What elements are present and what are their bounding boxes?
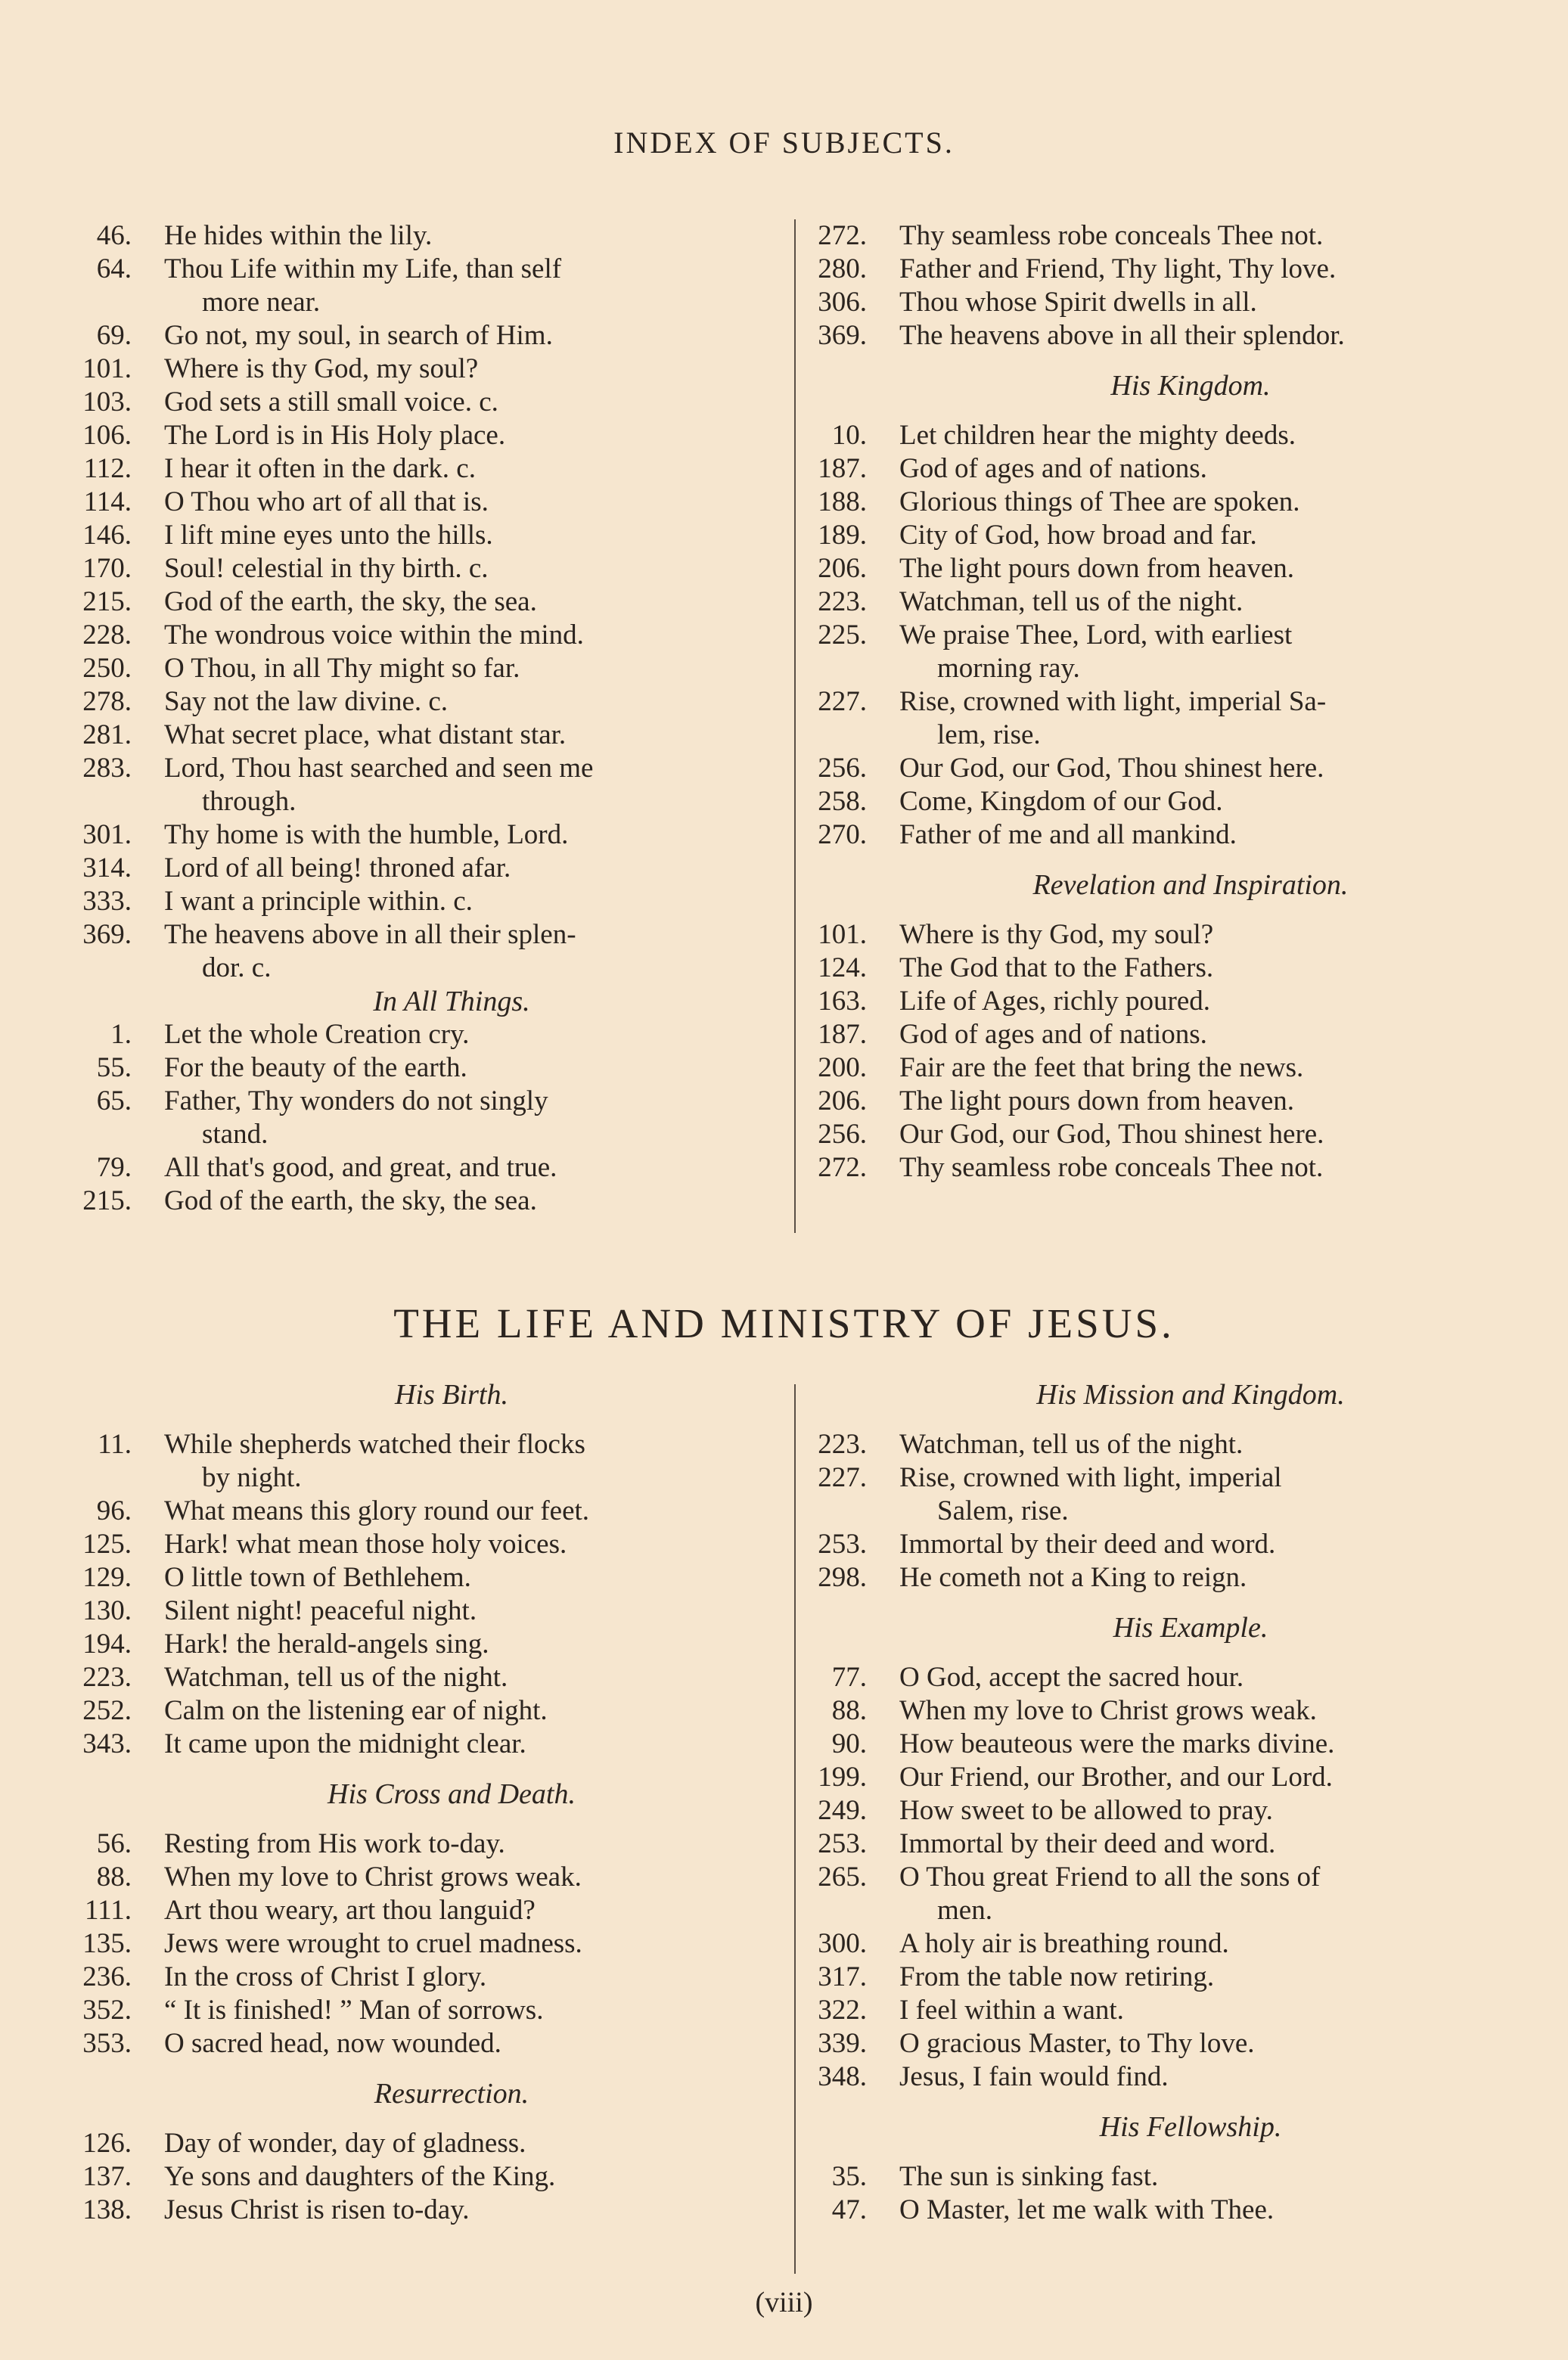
hymn-number: 280. — [818, 253, 867, 284]
hymn-number: 215. — [82, 586, 132, 617]
hymn-title: The sun is sinking fast. — [899, 2161, 1159, 2192]
hymn-title: We praise Thee, Lord, with earliest — [899, 620, 1293, 651]
index-entry — [805, 253, 1531, 286]
hymn-title: Go not, my soul, in search of Him. — [164, 320, 553, 351]
hymn-number: 188. — [818, 486, 867, 517]
hymn-number: 65. — [96, 1085, 132, 1116]
hymn-number: 114. — [83, 486, 132, 517]
hymn-number: 35. — [831, 2161, 867, 2192]
hymn-title: The wondrous voice within the mind. — [164, 620, 584, 651]
spacer — [70, 2060, 788, 2077]
hymn-title: All that's good, and great, and true. — [164, 1152, 557, 1183]
index-entry — [805, 585, 1531, 619]
column-divider-top — [794, 219, 796, 1233]
hymn-title: O Thou who art of all that is. — [164, 486, 489, 517]
index-entry — [805, 1994, 1531, 2027]
hymn-number: 130. — [82, 1595, 132, 1626]
hymn-title: Say not the law divine. c. — [164, 686, 449, 717]
hymn-title-continuation: morning ray. — [937, 653, 1080, 684]
subsection-heading: His Example. — [1113, 1612, 1268, 1644]
index-entry — [805, 486, 1531, 519]
hymn-title: O gracious Master, to Thy love. — [899, 2028, 1255, 2059]
hymn-number: 223. — [818, 586, 867, 617]
hymn-title: Our God, our God, Thou shinest here. — [899, 753, 1324, 784]
index-entry — [805, 319, 1531, 352]
index-entry — [805, 219, 1531, 253]
hymn-number: 56. — [96, 1828, 132, 1859]
hymn-title: The heavens above in all their splendor. — [899, 320, 1345, 351]
hymn-title-continuation: through. — [202, 786, 297, 817]
hymn-title: Art thou weary, art thou languid? — [164, 1895, 536, 1926]
hymn-title: The God that to the Fathers. — [899, 952, 1214, 983]
spacer — [805, 352, 1531, 369]
hymn-title: Thou whose Spirit dwells in all. — [899, 287, 1257, 318]
hymn-number: 194. — [82, 1629, 132, 1660]
hymn-number: 135. — [82, 1928, 132, 1959]
hymn-title-continuation: men. — [937, 1895, 992, 1926]
hymn-number: 1. — [110, 1019, 132, 1050]
index-entry — [70, 253, 788, 319]
bottom-right-column — [805, 1378, 1531, 2227]
hymn-title-continuation: by night. — [202, 1462, 302, 1493]
hymn-number: 228. — [82, 620, 132, 651]
top-right-column — [805, 219, 1531, 1185]
hymn-title: Father and Friend, Thy light, Thy love. — [899, 253, 1337, 284]
index-entry — [70, 1428, 788, 1495]
hymn-number: 343. — [82, 1728, 132, 1759]
hymn-title: For the beauty of the earth. — [164, 1052, 467, 1083]
index-entry — [805, 1428, 1531, 1461]
index-entry — [805, 1018, 1531, 1051]
hymn-number: 333. — [82, 886, 132, 917]
index-entry — [70, 2160, 788, 2194]
hymn-number: 225. — [818, 620, 867, 651]
hymn-number: 223. — [818, 1429, 867, 1460]
hymn-title: When my love to Christ grows weak. — [164, 1862, 582, 1893]
hymn-number: 252. — [82, 1695, 132, 1726]
hymn-title: From the table now retiring. — [899, 1961, 1215, 1992]
index-entry — [805, 2027, 1531, 2060]
index-entry — [70, 685, 788, 719]
hymn-title-continuation: stand. — [202, 1119, 269, 1150]
hymn-title: O God, accept the sacred hour. — [899, 1662, 1244, 1693]
index-entry — [805, 2160, 1531, 2194]
hymn-number: 301. — [82, 819, 132, 850]
hymn-title: O Master, let me walk with Thee. — [899, 2194, 1275, 2225]
hymn-number: 256. — [818, 1119, 867, 1150]
hymn-number: 106. — [82, 420, 132, 451]
index-entry — [70, 818, 788, 852]
hymn-title: God sets a still small voice. c. — [164, 387, 498, 418]
index-entry — [70, 1561, 788, 1595]
spacer — [70, 1811, 788, 1827]
index-entry — [805, 2194, 1531, 2227]
hymn-number: 352. — [82, 1995, 132, 2026]
subsection-heading: His Kingdom. — [1110, 370, 1271, 402]
hymn-title: He cometh not a King to reign. — [899, 1562, 1247, 1593]
index-entry — [805, 286, 1531, 319]
hymn-number: 46. — [96, 220, 132, 251]
spacer — [70, 1761, 788, 1778]
hymn-title: How sweet to be allowed to pray. — [899, 1795, 1273, 1826]
subsection-heading: Resurrection. — [374, 2078, 529, 2110]
hymn-number: 187. — [818, 453, 867, 484]
hymn-title: Jesus, I fain would find. — [899, 2061, 1169, 2092]
hymn-number: 189. — [818, 520, 867, 551]
hymn-number: 236. — [82, 1961, 132, 1992]
hymn-title: Hark! what mean those holy voices. — [164, 1529, 567, 1560]
hymn-title: Soul! celestial in thy birth. c. — [164, 553, 489, 584]
hymn-title: God of ages and of nations. — [899, 1019, 1207, 1050]
hymn-title: “ It is finished! ” Man of sorrows. — [164, 1995, 544, 2026]
index-entry — [70, 1085, 788, 1151]
hymn-title: I hear it often in the dark. c. — [164, 453, 476, 484]
index-entry — [70, 452, 788, 486]
column-divider-bottom — [794, 1384, 796, 2274]
spacer — [805, 1411, 1531, 1428]
hymn-title: How beauteous were the marks divine. — [899, 1728, 1335, 1759]
subsection-heading: His Birth. — [395, 1379, 508, 1411]
subsection-heading: His Mission and Kingdom. — [1036, 1379, 1345, 1411]
index-entry — [70, 1185, 788, 1218]
hymn-number: 88. — [96, 1862, 132, 1893]
index-entry — [70, 319, 788, 352]
hymn-number: 272. — [818, 220, 867, 251]
index-entry — [805, 1761, 1531, 1794]
index-entry — [805, 452, 1531, 486]
index-entry — [805, 1118, 1531, 1151]
hymn-number: 317. — [818, 1961, 867, 1992]
index-entry — [70, 918, 788, 985]
hymn-title: It came upon the midnight clear. — [164, 1728, 526, 1759]
hymn-number: 77. — [831, 1662, 867, 1693]
index-entry — [805, 752, 1531, 785]
hymn-number: 138. — [82, 2194, 132, 2225]
hymn-number: 200. — [818, 1052, 867, 1083]
hymn-number: 256. — [818, 753, 867, 784]
index-entry — [805, 1927, 1531, 1961]
index-entry — [70, 1628, 788, 1661]
hymn-title: God of ages and of nations. — [899, 453, 1207, 484]
subsection-heading: His Cross and Death. — [328, 1778, 576, 1810]
hymn-title: Let the whole Creation cry. — [164, 1019, 470, 1050]
hymn-title: Rise, crowned with light, imperial — [899, 1462, 1282, 1493]
hymn-number: 187. — [818, 1019, 867, 1050]
hymn-number: 112. — [83, 453, 132, 484]
hymn-number: 124. — [818, 952, 867, 983]
index-entry — [805, 1051, 1531, 1085]
hymn-number: 227. — [818, 686, 867, 717]
hymn-number: 270. — [818, 819, 867, 850]
hymn-number: 79. — [96, 1152, 132, 1183]
index-entry — [805, 2060, 1531, 2094]
hymn-number: 253. — [818, 1828, 867, 1859]
hymn-title: The light pours down from heaven. — [899, 553, 1294, 584]
hymn-title: In the cross of Christ I glory. — [164, 1961, 487, 1992]
hymn-number: 369. — [818, 320, 867, 351]
top-left-column — [70, 219, 788, 1218]
index-entry — [70, 652, 788, 685]
index-entry — [70, 386, 788, 419]
hymn-number: 281. — [82, 719, 132, 750]
hymn-number: 265. — [818, 1862, 867, 1893]
index-entry — [805, 685, 1531, 752]
index-entry — [70, 1495, 788, 1528]
index-entry — [805, 918, 1531, 952]
hymn-title: I want a principle within. c. — [164, 886, 473, 917]
hymn-title: Thy seamless robe conceals Thee not. — [899, 220, 1324, 251]
hymn-title: O little town of Bethlehem. — [164, 1562, 471, 1593]
index-entry — [805, 1085, 1531, 1118]
index-entry — [70, 885, 788, 918]
spacer — [805, 902, 1531, 918]
hymn-number: 101. — [818, 919, 867, 950]
hymn-title: Silent night! peaceful night. — [164, 1595, 477, 1626]
index-entry — [805, 785, 1531, 818]
hymn-number: 64. — [96, 253, 132, 284]
spacer — [805, 402, 1531, 419]
hymn-title: Glorious things of Thee are spoken. — [899, 486, 1300, 517]
hymn-number: 215. — [82, 1185, 132, 1216]
hymn-title: Watchman, tell us of the night. — [164, 1662, 508, 1693]
index-entry — [70, 1728, 788, 1761]
index-entry — [70, 2194, 788, 2227]
hymn-number: 170. — [82, 553, 132, 584]
hymn-title: Our God, our God, Thou shinest here. — [899, 1119, 1324, 1150]
hymn-title: Father of me and all mankind. — [899, 819, 1237, 850]
hymn-title: Lord of all being! throned afar. — [164, 852, 511, 883]
hymn-title: I feel within a want. — [899, 1995, 1124, 2026]
hymn-number: 322. — [818, 1995, 867, 2026]
subsection-heading: Revelation and Inspiration. — [1032, 869, 1349, 901]
hymn-title: Day of wonder, day of gladness. — [164, 2128, 526, 2159]
hymn-title: Immortal by their deed and word. — [899, 1828, 1276, 1859]
hymn-number: 101. — [82, 353, 132, 384]
hymn-title: The light pours down from heaven. — [899, 1085, 1294, 1116]
hymn-title: God of the earth, the sky, the sea. — [164, 1185, 537, 1216]
index-entry — [70, 486, 788, 519]
index-entry — [70, 2027, 788, 2060]
hymn-number: 11. — [98, 1429, 132, 1460]
hymn-number: 258. — [818, 786, 867, 817]
spacer — [805, 1595, 1531, 1611]
index-entry — [70, 1018, 788, 1051]
hymn-title: City of God, how broad and far. — [899, 520, 1257, 551]
index-entry — [805, 1728, 1531, 1761]
hymn-number: 339. — [818, 2028, 867, 2059]
index-entry — [70, 519, 788, 552]
hymn-title: Where is thy God, my soul? — [899, 919, 1214, 950]
index-entry — [70, 2127, 788, 2160]
index-entry — [70, 1827, 788, 1861]
hymn-number: 253. — [818, 1529, 867, 1560]
hymn-number: 163. — [818, 986, 867, 1017]
index-entry — [805, 1694, 1531, 1728]
hymn-title: Lord, Thou hast searched and seen me — [164, 753, 594, 784]
index-entry — [805, 519, 1531, 552]
index-entry — [70, 752, 788, 818]
hymn-title: Life of Ages, richly poured. — [899, 986, 1210, 1017]
hymn-number: 223. — [82, 1662, 132, 1693]
hymn-title-continuation: Salem, rise. — [937, 1495, 1069, 1526]
hymn-title: Fair are the feet that bring the news. — [899, 1052, 1304, 1083]
hymn-number: 249. — [818, 1795, 867, 1826]
hymn-number: 129. — [82, 1562, 132, 1593]
index-entry — [805, 552, 1531, 585]
index-entry — [70, 352, 788, 386]
page-number: (viii) — [755, 2287, 813, 2318]
index-entry — [70, 1151, 788, 1185]
bottom-left-column — [70, 1378, 788, 2227]
index-entry — [805, 952, 1531, 985]
hymn-title: Father, Thy wonders do not singly — [164, 1085, 548, 1116]
index-entry — [805, 1827, 1531, 1861]
hymn-title-continuation: dor. c. — [202, 952, 272, 983]
hymn-title: While shepherds watched their flocks — [164, 1429, 585, 1460]
hymn-number: 55. — [96, 1052, 132, 1083]
index-entry — [70, 419, 788, 452]
hymn-title: O Thou, in all Thy might so far. — [164, 653, 520, 684]
spacer — [70, 1411, 788, 1428]
index-entry — [805, 985, 1531, 1018]
hymn-title: Come, Kingdom of our God. — [899, 786, 1223, 817]
hymn-title: What secret place, what distant star. — [164, 719, 567, 750]
index-entry — [805, 1794, 1531, 1827]
section-title: THE LIFE AND MINISTRY OF JESUS. — [393, 1300, 1175, 1346]
hymn-number: 125. — [82, 1529, 132, 1560]
hymn-number: 96. — [96, 1495, 132, 1526]
hymn-number: 272. — [818, 1152, 867, 1183]
hymn-number: 298. — [818, 1562, 867, 1593]
hymn-number: 278. — [82, 686, 132, 717]
hymn-number: 199. — [818, 1762, 867, 1793]
subsection-heading: In All Things. — [373, 986, 530, 1017]
hymn-number: 206. — [818, 1085, 867, 1116]
index-entry — [805, 1461, 1531, 1528]
index-entry — [70, 585, 788, 619]
hymn-title: Let children hear the mighty deeds. — [899, 420, 1296, 451]
hymn-title: The heavens above in all their splen- — [164, 919, 576, 950]
hymn-title: O sacred head, now wounded. — [164, 2028, 501, 2059]
index-entry — [805, 1561, 1531, 1595]
index-entry — [70, 1694, 788, 1728]
index-entry — [70, 1894, 788, 1927]
hymn-number: 314. — [82, 852, 132, 883]
hymn-number: 206. — [818, 553, 867, 584]
hymn-number: 146. — [82, 520, 132, 551]
index-entry — [70, 1051, 788, 1085]
hymn-title: Jews were wrought to cruel madness. — [164, 1928, 582, 1959]
hymn-title: Rise, crowned with light, imperial Sa- — [899, 686, 1327, 717]
index-entry — [805, 1528, 1531, 1561]
index-entry — [70, 1861, 788, 1894]
index-entry — [70, 619, 788, 652]
hymn-number: 111. — [84, 1895, 132, 1926]
hymn-title: Ye sons and daughters of the King. — [164, 2161, 556, 2192]
hymn-title: Immortal by their deed and word. — [899, 1529, 1276, 1560]
hymn-title: Watchman, tell us of the night. — [899, 586, 1244, 617]
hymn-number: 250. — [82, 653, 132, 684]
hymn-title: A holy air is breathing round. — [899, 1928, 1229, 1959]
hymn-title-continuation: more near. — [202, 287, 321, 318]
index-entry — [70, 1961, 788, 1994]
index-entry — [70, 1994, 788, 2027]
hymn-number: 306. — [818, 287, 867, 318]
hymn-number: 103. — [82, 387, 132, 418]
hymn-title-continuation: lem, rise. — [937, 719, 1041, 750]
index-entry — [805, 619, 1531, 685]
spacer — [805, 2144, 1531, 2160]
hymn-number: 227. — [818, 1462, 867, 1493]
hymn-number: 137. — [82, 2161, 132, 2192]
hymn-number: 10. — [831, 420, 867, 451]
hymn-title: The Lord is in His Holy place. — [164, 420, 506, 451]
hymn-title: Thy seamless robe conceals Thee not. — [899, 1152, 1324, 1183]
hymn-title: Hark! the herald-angels sing. — [164, 1629, 489, 1660]
hymn-number: 69. — [96, 320, 132, 351]
hymn-title: God of the earth, the sky, the sea. — [164, 586, 537, 617]
index-entry — [805, 818, 1531, 852]
index-entry — [805, 419, 1531, 452]
hymn-number: 369. — [82, 919, 132, 950]
hymn-title: Calm on the listening ear of night. — [164, 1695, 548, 1726]
hymn-number: 283. — [82, 753, 132, 784]
hymn-title: He hides within the lily. — [164, 220, 433, 251]
hymn-title: Thou Life within my Life, than self — [164, 253, 562, 284]
hymn-title: Our Friend, our Brother, and our Lord. — [899, 1762, 1333, 1793]
index-entry — [805, 1151, 1531, 1185]
hymn-title: O Thou great Friend to all the sons of — [899, 1862, 1321, 1893]
index-entry — [805, 1861, 1531, 1927]
index-entry — [70, 1661, 788, 1694]
hymn-title: I lift mine eyes unto the hills. — [164, 520, 493, 551]
hymn-number: 88. — [831, 1695, 867, 1726]
index-entry — [70, 719, 788, 752]
spacer — [805, 852, 1531, 868]
hymn-title: What means this glory round our feet. — [164, 1495, 590, 1526]
hymn-number: 348. — [818, 2061, 867, 2092]
hymn-number: 353. — [82, 2028, 132, 2059]
index-entry — [70, 552, 788, 585]
index-entry — [70, 1927, 788, 1961]
spacer — [805, 1644, 1531, 1661]
hymn-number: 90. — [831, 1728, 867, 1759]
hymn-title: Jesus Christ is risen to-day. — [164, 2194, 470, 2225]
index-entry — [70, 852, 788, 885]
hymn-title: Thy home is with the humble, Lord. — [164, 819, 569, 850]
hymn-title: Resting from His work to-day. — [164, 1828, 505, 1859]
index-entry — [805, 1961, 1531, 1994]
page-header: INDEX OF SUBJECTS. — [613, 126, 955, 160]
hymn-title: Where is thy God, my soul? — [164, 353, 479, 384]
index-entry — [805, 1661, 1531, 1694]
index-entry — [70, 1595, 788, 1628]
index-entry — [70, 219, 788, 253]
hymn-title: When my love to Christ grows weak. — [899, 1695, 1317, 1726]
index-entry — [70, 1528, 788, 1561]
hymn-title: Watchman, tell us of the night. — [899, 1429, 1244, 1460]
spacer — [805, 2094, 1531, 2110]
subsection-heading: His Fellowship. — [1099, 2111, 1282, 2143]
hymn-number: 47. — [831, 2194, 867, 2225]
spacer — [70, 2110, 788, 2127]
hymn-number: 126. — [82, 2128, 132, 2159]
hymn-number: 300. — [818, 1928, 867, 1959]
